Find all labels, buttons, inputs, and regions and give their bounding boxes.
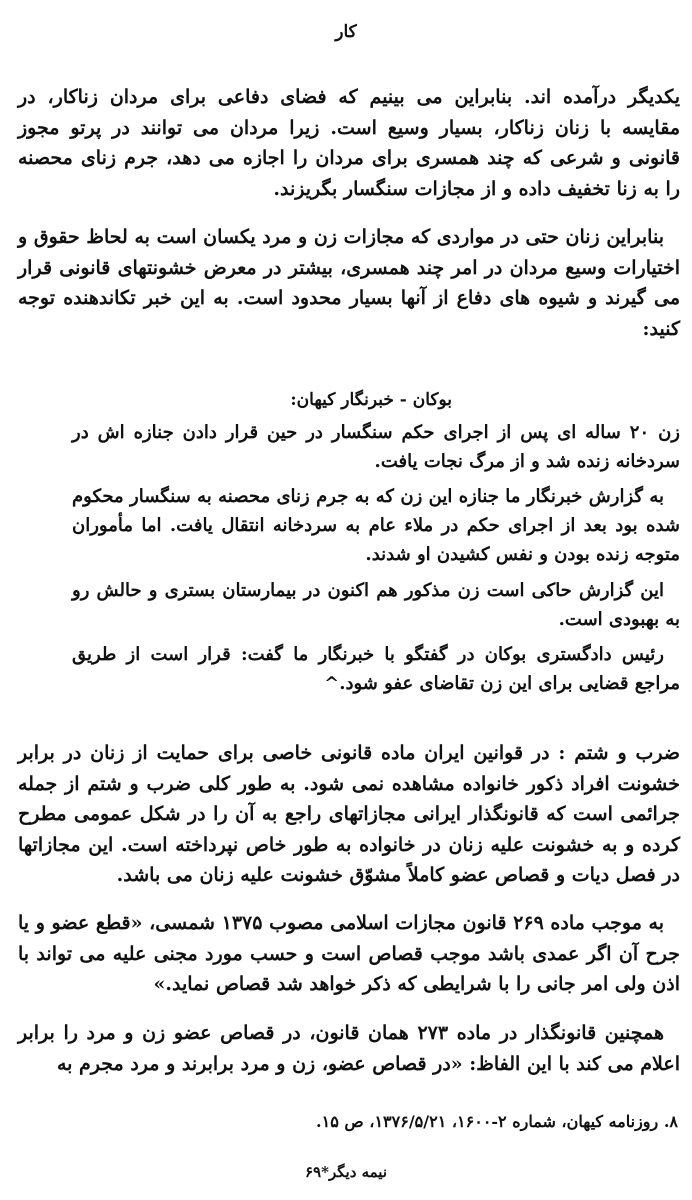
- running-header: کار: [335, 22, 357, 42]
- section-paragraph-1: ضرب و شتم : در قوانین ایران ماده قانونی خاصی برای حمایت از زنان در برابر خشونت افراد ذکور خانواده مشاهده نمی شود. به طور کلی ضرب و شتم از جمله جرائمی است که قانونگذار ایرانی مجازاتهای راجع به آن را در شکل عمومی مطرح کرده و به خشونت علیه زنان در خانواده به طور خاص نپرداخته است. این مجازاتها در فصل دیات و قصاص عضو کاملاً مشوّق خشونت علیه زنان می باشد.: [18, 742, 680, 886]
- section-paragraph-2: به موجب ماده ۲۶۹ قانون مجازات اسلامی مصوب ۱۳۷۵ شمسی، «قطع عضو و یا جرح آن اگر عمدی باشد موجب قصاص است و حسب مورد مجنی علیه می تواند با اذن ولی امر جانی را با شرایطی که ذکر خواهد شد قصاص نماید.»: [18, 912, 680, 995]
- body-paragraph-2: بنابراین زنان حتی در مواردی که مجازات زن و مرد یکسان است به لحاظ حقوق و اختیارات وسیع مردان در امر چند همسری، بیشتر در معرض خشونتهای قانونی قرار می گیرند و شیوه های دفاع از آنها بسیار محدود است. به این خبر تکاندهنده توجه کنید:: [18, 226, 680, 340]
- news-paragraph-2: به گزارش خبرنگار ما جنازه این زن که به جرم زنای محصنه به سنگسار محکوم شده بود بعد از اجرای حکم در ملاء عام به سردخانه انتقال یافت. اما مأموران متوجه زنده بودن و نفس کشیدن او شدند.: [72, 486, 680, 565]
- news-paragraph-3: این گزارش حاکی است زن مذکور هم اکنون در بیمارستان بستری و حالش رو به بهبودی است.: [72, 580, 680, 630]
- page-footer: نیمه دیگر*۶۹: [304, 1163, 388, 1181]
- body-paragraph-1: یکدیگر درآمده اند. بنابراین می بینیم که فضای دفاعی برای مردان زناکار، در مقایسه با زنان زناکار، بسیار وسیع است. زیرا مردان می توانند در پرتو مجوز قانونی و شرعی که چند همسری برای مردان را اجازه می دهد، جرم زنای محصنه را به زنا تخفیف داده و از مجازات سنگسار بگریزند.: [18, 86, 680, 200]
- news-dateline: بوکان - خبرنگار کیهان:: [290, 390, 452, 410]
- news-paragraph-4: رئیس دادگستری بوکان در گفتگو با خبرنگار ما گفت: قرار است از طریق مراجع قضایی برای این زن تقاضای عفو شود.^: [72, 644, 680, 694]
- section-paragraph-3: همچنین قانونگذار در ماده ۲۷۳ همان قانون، در قصاص عضو زن و مرد را برابر اعلام می کند با این الفاظ: «در قصاص عضو، زن و مرد برابرند و مرد مجرم به: [18, 1022, 680, 1075]
- footnote: ۸. روزنامه کیهان، شماره ۲-۱۶۰۰، ۱۳۷۶/۵/۲۱، ص ۱۵.: [316, 1112, 678, 1131]
- news-paragraph-1: زن ۲۰ ساله ای پس از اجرای حکم سنگسار در حین قرار دادن جنازه اش در سردخانه زنده شد و از مرگ نجات یافت.: [72, 422, 680, 472]
